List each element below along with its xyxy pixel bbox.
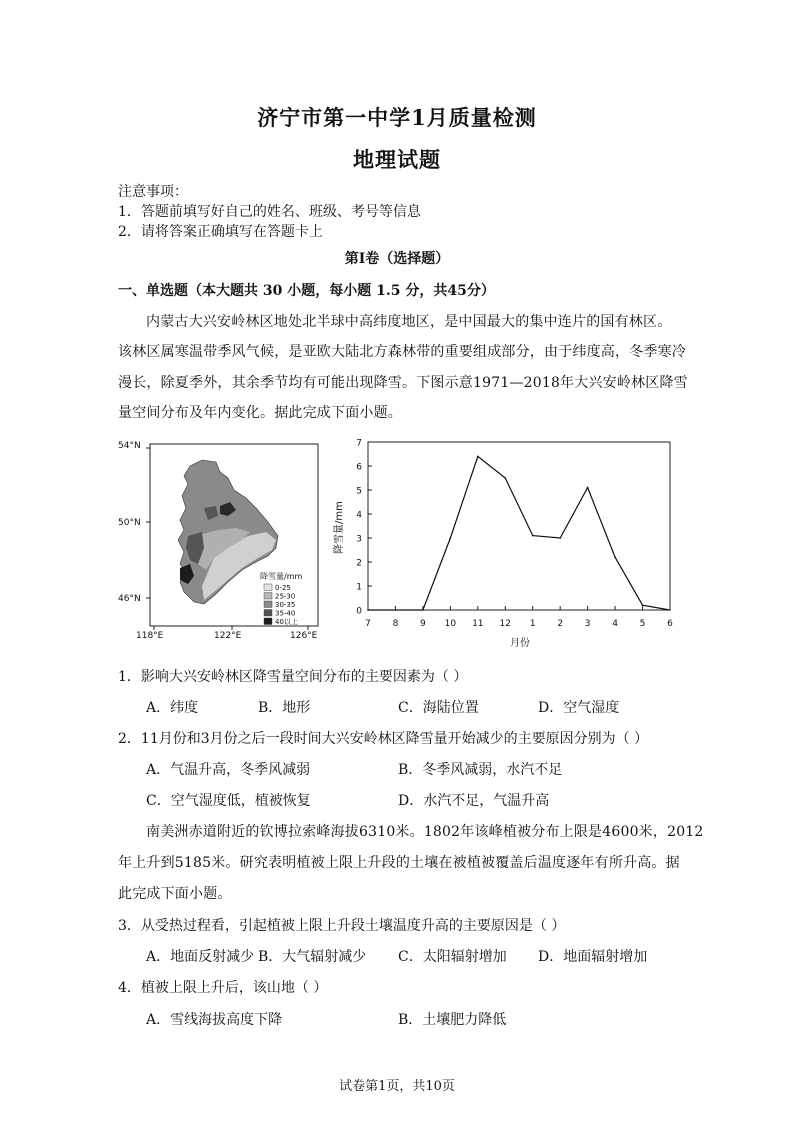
legend-swatch xyxy=(264,601,272,608)
q1-option-b[interactable]: B．地形 xyxy=(258,700,311,716)
question-1-stem: 1．影响大兴安岭林区降雪量空间分布的主要因素为（ ） xyxy=(118,669,468,685)
lat-label: 50°N xyxy=(118,518,141,528)
x-tick-label: 9 xyxy=(420,619,426,629)
snowfall-data-point xyxy=(450,537,452,539)
snowfall-data-point xyxy=(422,609,424,611)
lon-label: 118°E xyxy=(136,631,164,641)
x-tick-label: 5 xyxy=(639,619,646,629)
q4-option-b[interactable]: B．土壤肥力降低 xyxy=(398,1012,507,1028)
x-tick-label: 2 xyxy=(557,619,564,629)
page-footer: 试卷第1页，共10页 xyxy=(339,1079,455,1094)
snowfall-line-chart xyxy=(330,434,673,649)
material-line: 年上升到5185米。研究表明植被上限上升段的土壤在被植被覆盖后温度逐年有所升高。据 xyxy=(118,855,680,871)
material-line: 该林区属寒温带季风气候，是亚欧大陆北方森林带的重要组成部分，由于纬度高，冬季寒冷 xyxy=(118,344,686,360)
x-tick-label: 8 xyxy=(392,619,399,629)
snowfall-data-point xyxy=(587,487,589,489)
snowfall-map xyxy=(118,436,328,646)
notice-item: 2．请将答案正确填写在答题卡上 xyxy=(118,224,323,240)
legend-label: 0-25 xyxy=(275,584,291,592)
page-subtitle: 地理试题 xyxy=(353,147,441,172)
y-tick-label: 4 xyxy=(356,510,362,521)
page-title: 济宁市第一中学1月质量检测 xyxy=(257,105,537,130)
x-tick-label: 4 xyxy=(612,619,618,629)
material-line: 南美洲赤道附近的钦博拉索峰海拔6310米。1802年该峰植被分布上限是4600米，2012 xyxy=(146,824,704,840)
notice-heading: 注意事项： xyxy=(118,184,188,200)
y-tick-label: 2 xyxy=(356,558,362,569)
snowfall-data-point xyxy=(669,609,671,611)
legend-label: 25-30 xyxy=(275,592,296,601)
y-tick-label: 0 xyxy=(356,606,362,617)
snowfall-data-point xyxy=(395,609,397,611)
material-line: 量空间分布及年内变化。据此完成下面小题。 xyxy=(118,405,402,421)
chart-xlabel: 月份 xyxy=(510,638,530,649)
section-heading: 一、单选题（本大题共 30 小题，每小题 1.5 分，共45分） xyxy=(118,283,495,299)
material-line: 此完成下面小题。 xyxy=(118,886,232,902)
legend-swatch xyxy=(264,618,272,625)
x-tick-label: 3 xyxy=(584,619,591,629)
snowfall-data-point xyxy=(642,604,644,606)
volume-heading: 第I卷（选择题） xyxy=(344,251,450,267)
chart-frame xyxy=(368,442,670,610)
question-4-stem: 4．植被上限上升后，该山地（ ） xyxy=(118,980,328,996)
q4-option-a[interactable]: A．雪线海拔高度下降 xyxy=(146,1012,283,1028)
lon-label: 126°E xyxy=(290,631,318,641)
q3-option-b[interactable]: B．大气辐射减少 xyxy=(258,949,367,965)
x-tick-label: 7 xyxy=(365,619,371,629)
x-tick-label: 10 xyxy=(444,619,457,629)
legend-label: 30-35 xyxy=(275,601,296,609)
y-tick-label: 3 xyxy=(356,534,362,545)
x-tick-label: 11 xyxy=(472,619,484,629)
lat-label: 54°N xyxy=(118,441,141,451)
x-tick-label: 1 xyxy=(529,619,536,629)
x-tick-label: 6 xyxy=(667,619,673,629)
y-tick-label: 1 xyxy=(356,582,362,593)
snowfall-data-point xyxy=(504,477,506,479)
y-tick-label: 7 xyxy=(356,438,362,449)
snowfall-data-point xyxy=(532,535,534,537)
q2-option-c[interactable]: C．空气湿度低，植被恢复 xyxy=(146,793,311,809)
legend-swatch xyxy=(264,593,272,600)
legend-swatch xyxy=(264,610,272,617)
legend-swatch xyxy=(264,584,272,591)
q1-option-d[interactable]: D．空气湿度 xyxy=(538,700,620,716)
legend-label: 40以上 xyxy=(275,618,298,626)
snowfall-data-point xyxy=(614,556,616,558)
chart-ylabel: 降雪量/mm xyxy=(334,501,345,554)
material-line: 内蒙古大兴安岭林区地处北半球中高纬度地区，是中国最大的集中连片的国有林区。 xyxy=(146,314,672,330)
legend-title: 降雪量/mm xyxy=(260,572,303,581)
snowfall-data-point xyxy=(477,456,479,458)
q1-option-a[interactable]: A．纬度 xyxy=(146,700,199,716)
lon-label: 122°E xyxy=(214,631,242,641)
q3-option-d[interactable]: D．地面辐射增加 xyxy=(538,949,648,965)
q2-option-b[interactable]: B．冬季风减弱，水汽不足 xyxy=(398,762,563,778)
y-tick-label: 5 xyxy=(356,486,362,497)
q3-option-c[interactable]: C．太阳辐射增加 xyxy=(398,949,507,965)
q2-option-d[interactable]: D．水汽不足，气温升高 xyxy=(398,793,550,809)
question-3-stem: 3．从受热过程看，引起植被上限上升段土壤温度升高的主要原因是（ ） xyxy=(118,918,566,934)
snowfall-data-point xyxy=(367,609,369,611)
question-2-stem: 2．11月份和3月份之后一段时间大兴安岭林区降雪量开始减少的主要原因分别为（ ） xyxy=(118,731,649,747)
lat-label: 46°N xyxy=(118,594,141,604)
q3-option-a[interactable]: A．地面反射减少 xyxy=(146,949,255,965)
y-tick-label: 6 xyxy=(356,462,362,473)
notice-item: 1．答题前填写好自己的姓名、班级、考号等信息 xyxy=(118,204,421,220)
q2-option-a[interactable]: A．气温升高，冬季风减弱 xyxy=(146,762,311,778)
snowfall-series-line xyxy=(368,456,670,610)
material-line: 漫长，除夏季外，其余季节均有可能出现降雪。下图示意1971—2018年大兴安岭林区降雪 xyxy=(118,375,688,391)
q1-option-c[interactable]: C．海陆位置 xyxy=(398,700,479,716)
x-tick-label: 12 xyxy=(499,619,511,629)
legend-label: 35-40 xyxy=(275,609,296,618)
snowfall-data-point xyxy=(559,537,561,539)
